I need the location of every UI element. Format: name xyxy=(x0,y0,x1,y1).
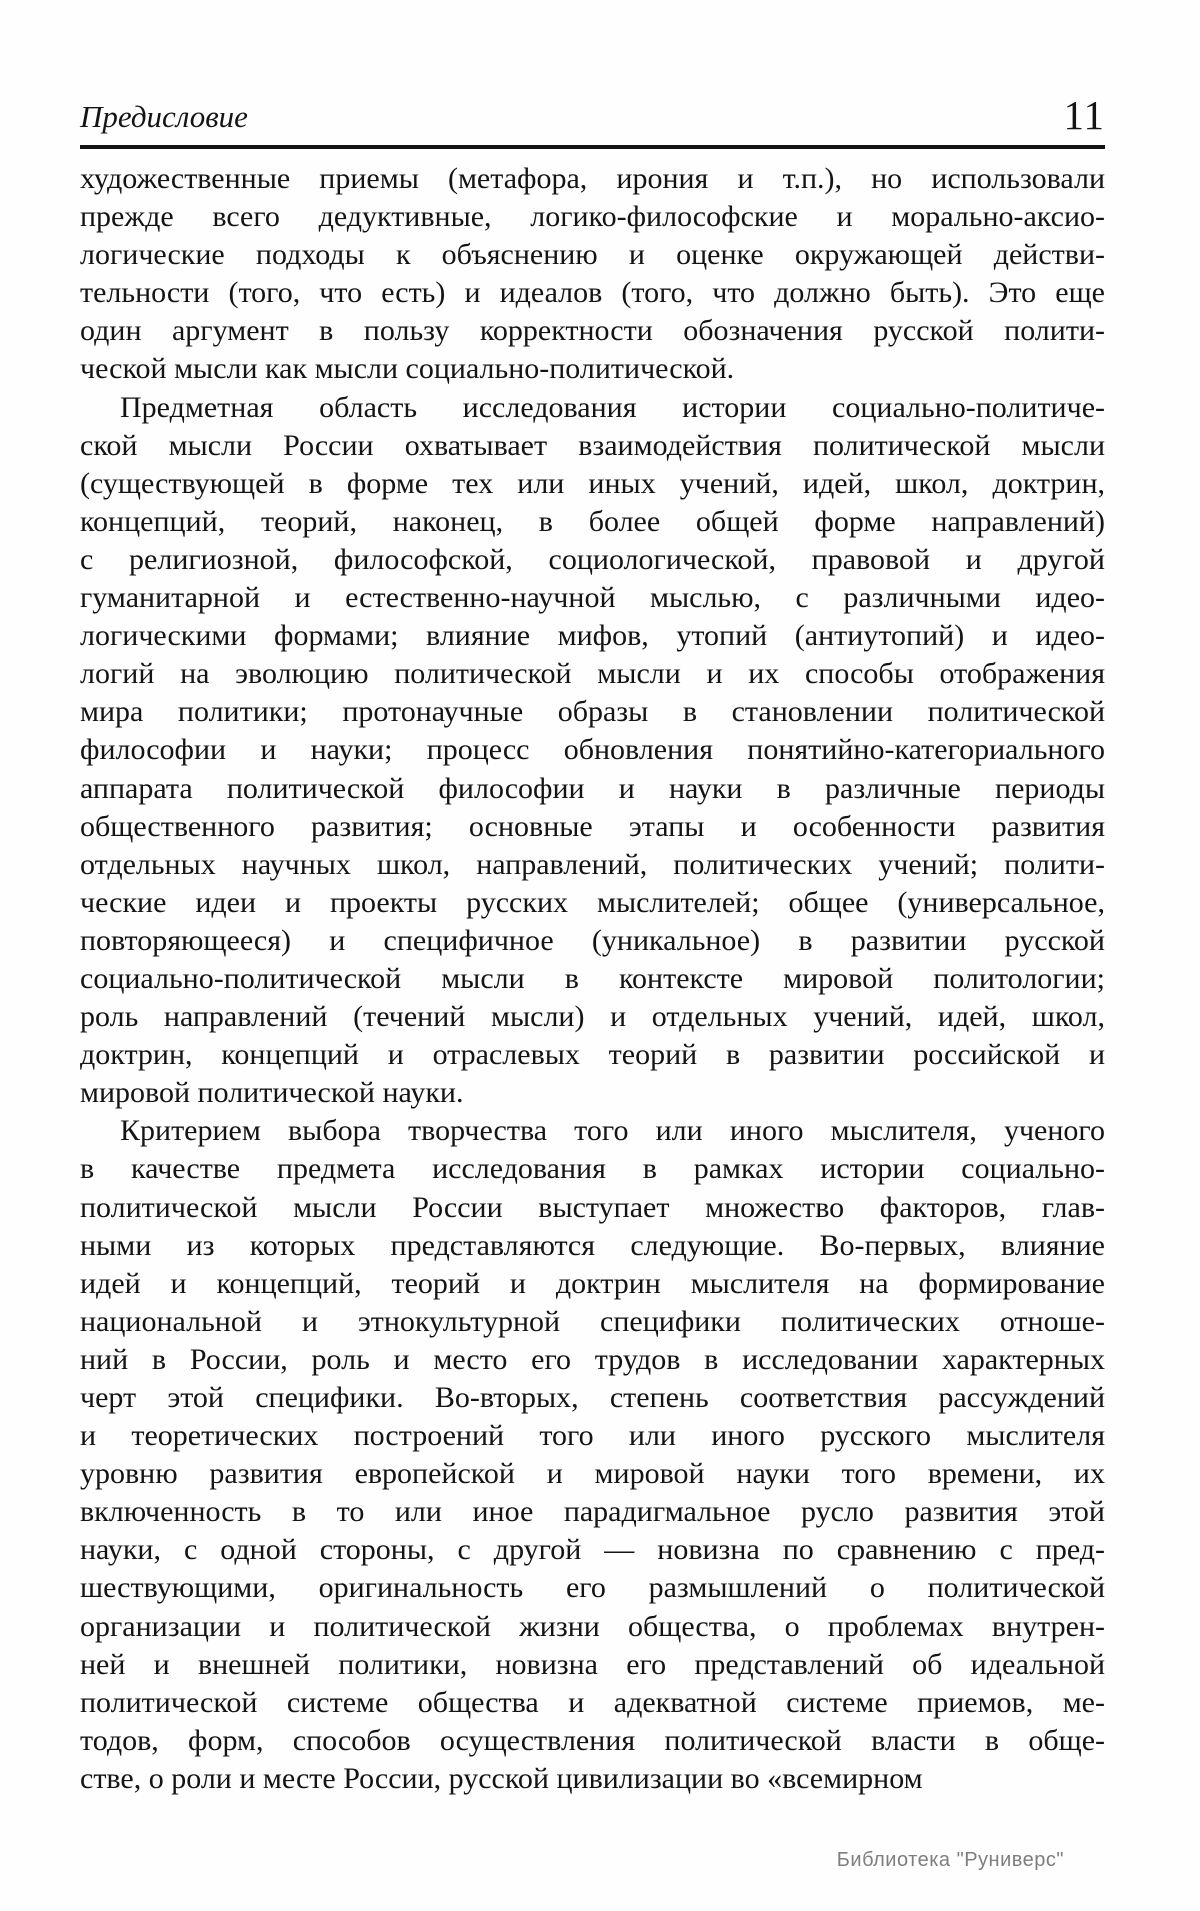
text-line: (существующей в форме тех или иных учений, идей, школ, доктрин, xyxy=(80,466,1105,500)
text-line: логий на эволюцию политической мысли и их способы отображения xyxy=(80,657,1105,691)
text-line: ческие идеи и проекты русских мыслителей; общее (универсальное, xyxy=(80,885,1105,919)
text-line: повторяющееся) и специфичное (уникальное) в развитии русской xyxy=(80,923,1105,957)
page-number: 11 xyxy=(1063,92,1105,138)
text-line: политической мысли России выступает множество факторов, глав- xyxy=(80,1190,1105,1224)
text-line: логические подходы к объяснению и оценке окружающей действи- xyxy=(80,238,1105,272)
text-line: доктрин, концепций и отраслевых теорий в развитии российской и xyxy=(80,1038,1105,1072)
text-line: аппарата политической философии и науки в различные периоды xyxy=(80,771,1105,805)
text-line: социально-политической мысли в контексте мировой политологии; xyxy=(80,961,1105,995)
text-line: ний в России, роль и место его трудов в исследовании характерных xyxy=(80,1342,1105,1376)
text-line: ческой мысли как мысли социально-политической. xyxy=(80,352,735,386)
text-line: ней и внешней политики, новизна его представлений об идеальной xyxy=(80,1647,1105,1681)
text-line: национальной и этнокультурной специфики политических отноше- xyxy=(80,1304,1105,1338)
text-line: тельности (того, что есть) и идеалов (того, что должно быть). Это еще xyxy=(80,276,1105,310)
text-line: организации и политической жизни общества, о проблемах внутрен- xyxy=(80,1609,1105,1643)
text-line: с религиозной, философской, социологической, правовой и другой xyxy=(80,542,1105,576)
text-line: и теоретических построений того или иного русского мыслителя xyxy=(80,1419,1105,1453)
text-line: уровню развития европейской и мировой науки того времени, их xyxy=(80,1457,1105,1491)
text-line: в качестве предмета исследования в рамках истории социально- xyxy=(80,1152,1105,1186)
header-rule xyxy=(80,145,1105,149)
text-line: мировой политической науки. xyxy=(80,1076,464,1110)
text-line: политической системе общества и адекватной системе приемов, ме- xyxy=(80,1685,1105,1719)
text-line: Критерием выбора творчества того или иного мыслителя, ученого xyxy=(120,1114,1105,1148)
text-line: ской мысли России охватывает взаимодействия политической мысли xyxy=(80,428,1105,462)
text-line: ными из которых представляются следующие. Во-первых, влияние xyxy=(80,1228,1105,1262)
text-line: идей и концепций, теорий и доктрин мыслителя на формирование xyxy=(80,1266,1105,1300)
text-line: черт этой специфики. Во-вторых, степень соответствия рассуждений xyxy=(80,1381,1105,1414)
text-line: общественного развития; основные этапы и особенности развития xyxy=(80,809,1105,843)
text-line: гуманитарной и естественно-научной мыслью, с различными идео- xyxy=(80,581,1105,615)
text-line: включенность в то или иное парадигмальное русло развития этой xyxy=(80,1495,1105,1529)
page-body xyxy=(80,160,1105,1798)
text-line: науки, с одной стороны, с другой — новизна по сравнению с пред- xyxy=(80,1533,1105,1567)
running-title: Предисловие xyxy=(80,99,248,134)
text-line: один аргумент в пользу корректности обозначения русской полити- xyxy=(80,314,1105,348)
text-line: тодов, форм, способов осуществления политической власти в обще- xyxy=(80,1723,1105,1757)
text-line: Предметная область исследования истории социально-политиче- xyxy=(120,390,1105,424)
text-line: прежде всего дедуктивные, логико-философские и морально-аксио- xyxy=(80,200,1105,234)
page-header xyxy=(80,0,1105,138)
text-line: философии и науки; процесс обновления понятийно-категориального xyxy=(80,733,1105,767)
text-line: шествующими, оригинальность его размышлений о политической xyxy=(80,1571,1105,1605)
text-line: отдельных научных школ, направлений, политических учений; полити- xyxy=(80,847,1105,881)
text-line: художественные приемы (метафора, ирония и т.п.), но использовали xyxy=(80,162,1105,195)
text-line: роль направлений (течений мысли) и отдельных учений, идей, школ, xyxy=(80,1000,1105,1034)
library-watermark: Библиотека "Руниверс" xyxy=(836,1849,1064,1871)
text-line: логическими формами; влияние мифов, утопий (антиутопий) и идео- xyxy=(80,619,1105,653)
text-line: стве, о роли и месте России, русской цивилизации во «всемирном xyxy=(80,1761,923,1795)
text-line: концепций, теорий, наконец, в более общей форме направлений) xyxy=(80,504,1105,538)
text-line: мира политики; протонаучные образы в становлении политической xyxy=(80,695,1105,729)
